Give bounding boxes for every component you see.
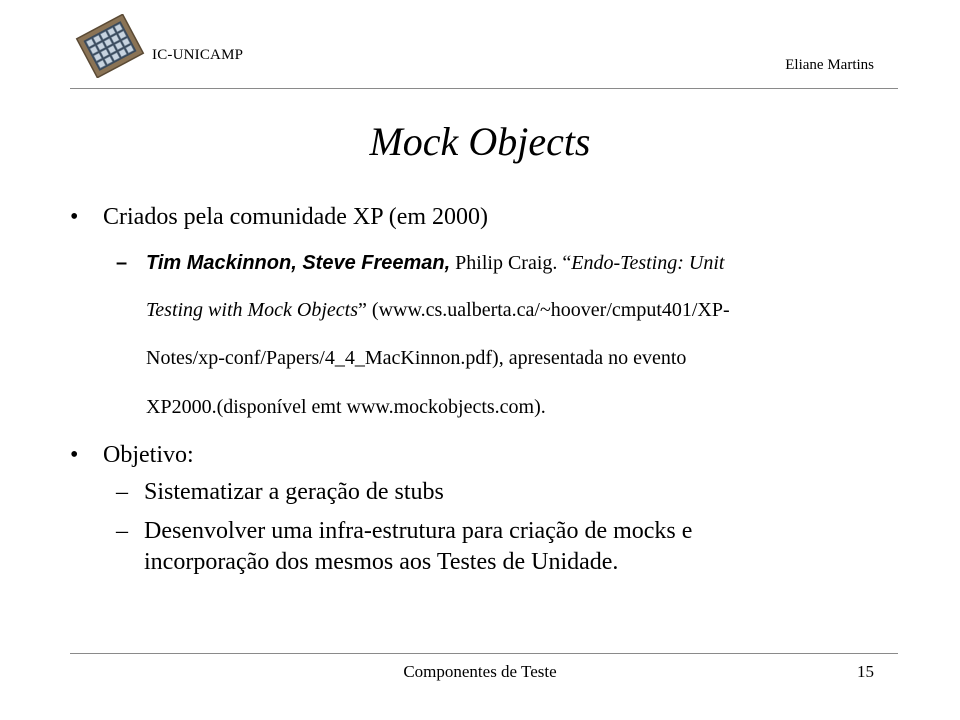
reference-title-part2: Testing with Mock Objects [146, 299, 359, 321]
sub-dash: – [116, 479, 128, 505]
bullet-dot: • [70, 442, 79, 468]
footer-divider [70, 653, 898, 654]
reference-url: ” (www.cs.ualberta.ca/~hoover/cmput401/XP- [358, 299, 730, 321]
bullet-dot: • [70, 204, 79, 230]
sub-bullet-text: Sistematizar a geração de stubs [144, 479, 444, 505]
sub-bullet-text: incorporação dos mesmos aos Testes de Unidade. [144, 549, 619, 575]
reference-line-2 [146, 298, 730, 322]
reference-title-part1: Endo-Testing: Unit [571, 252, 725, 274]
reference-line-4: XP2000.(disponível emt www.mockobjects.com). [146, 396, 546, 418]
slide-title: Mock Objects [369, 119, 591, 164]
reference-authors: Tim Mackinnon, Steve Freeman, [146, 252, 451, 274]
reference-line-3: Notes/xp-conf/Papers/4_4_MacKinnon.pdf), apresentada no evento [146, 347, 687, 369]
footer-title: Componentes de Teste [403, 662, 557, 681]
page-number: 15 [857, 662, 874, 681]
sub-dash: – [116, 518, 128, 544]
reference-author-plain: Philip Craig. “ [450, 252, 572, 274]
sub-dash: – [116, 252, 128, 274]
reference-line-1-text [146, 251, 724, 275]
header-org: IC-UNICAMP [152, 47, 244, 63]
abacus-logo-icon [70, 14, 150, 78]
header-divider [70, 88, 898, 89]
bullet-text: Criados pela comunidade XP (em 2000) [103, 204, 489, 230]
bullet-text: Objetivo: [103, 442, 194, 468]
header-author: Eliane Martins [785, 57, 874, 73]
sub-bullet-text: Desenvolver uma infra-estrutura para criação de mocks e [144, 518, 693, 544]
